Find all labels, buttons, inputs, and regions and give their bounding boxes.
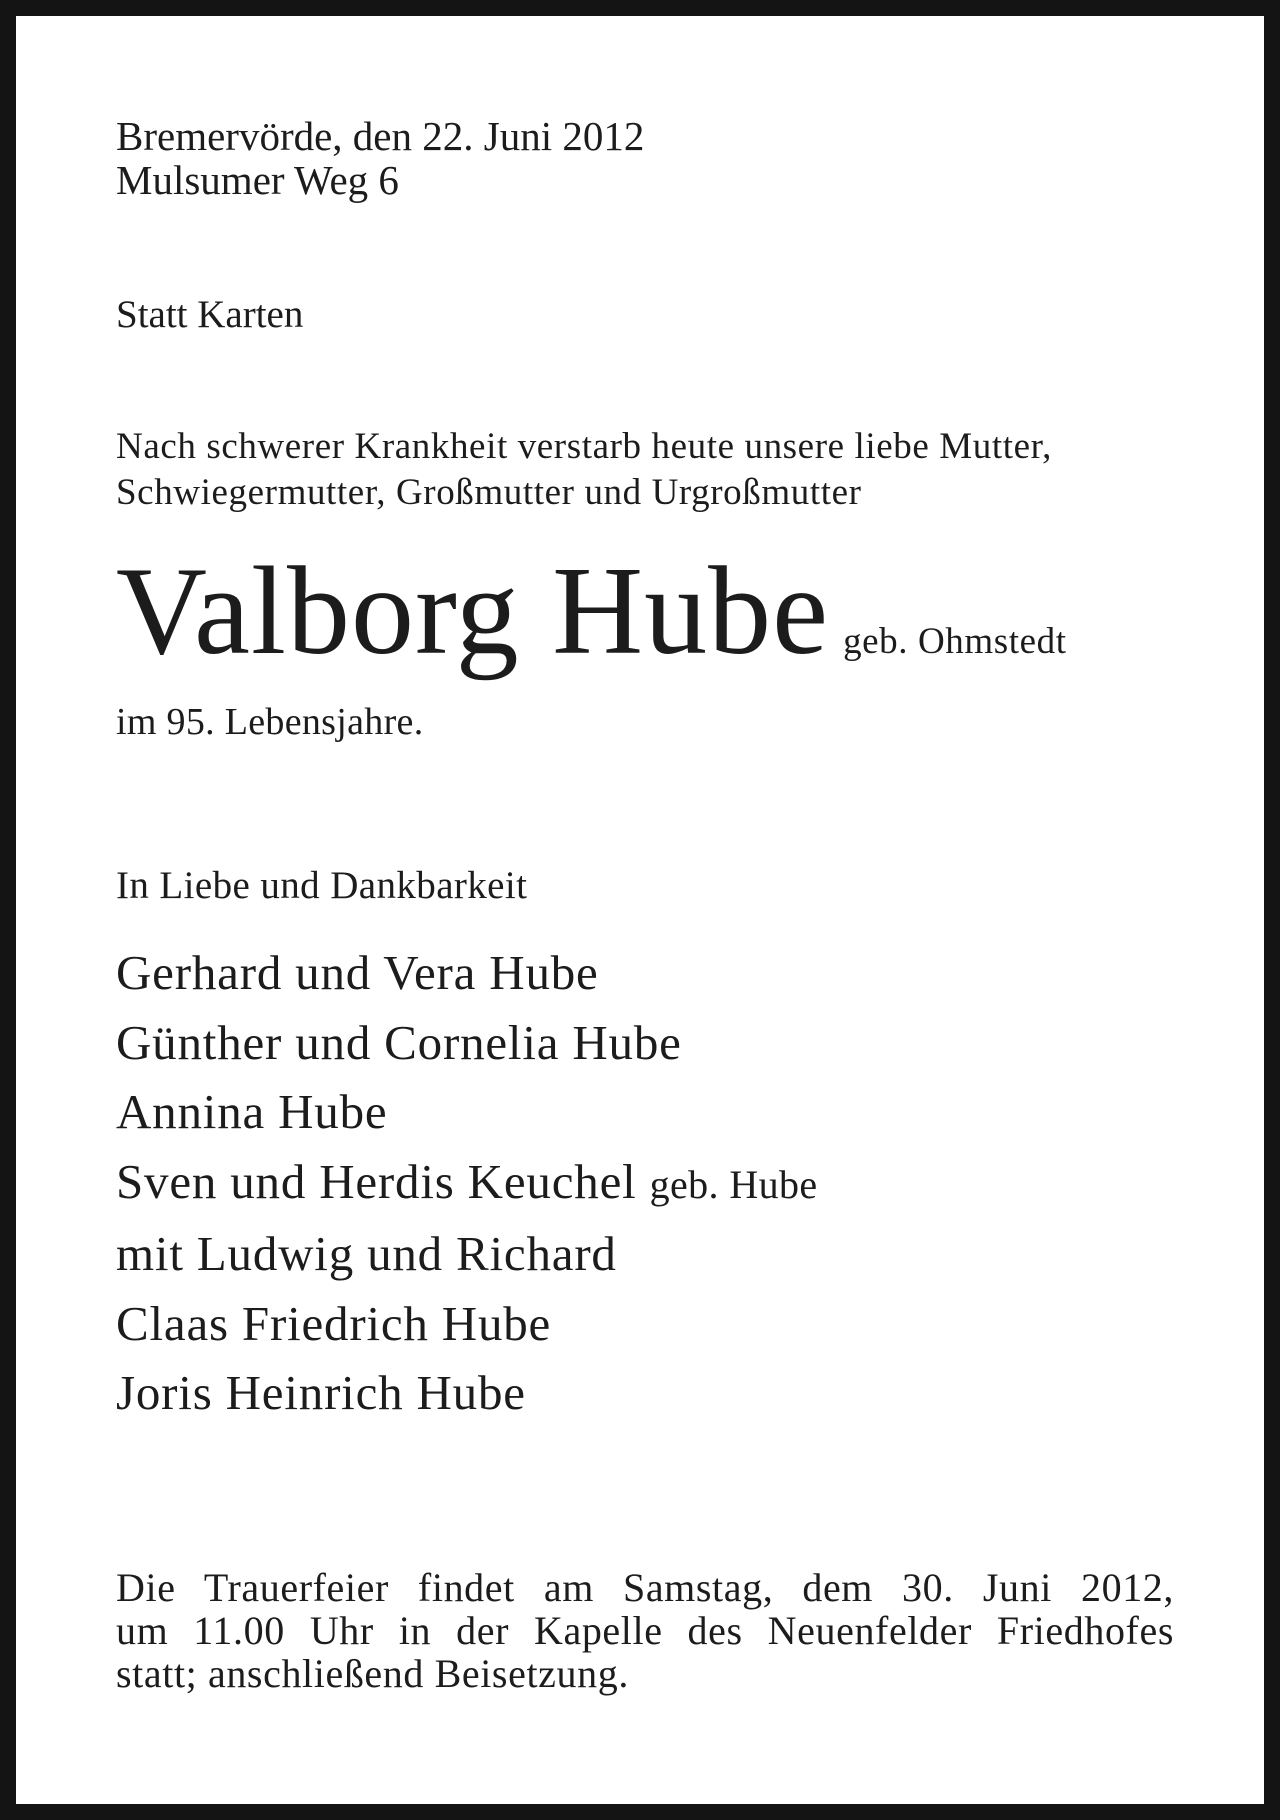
family-list	[116, 938, 1174, 1428]
place-date: Bremervörde, den 22. Juni 2012	[116, 113, 645, 159]
deceased-name-row	[116, 542, 1174, 682]
intro-text	[116, 424, 1174, 516]
family-line: Joris Heinrich Hube	[116, 1365, 526, 1420]
family-line	[116, 1147, 1174, 1220]
family-line-main: Sven und Herdis Keuchel	[116, 1153, 637, 1209]
funeral-info	[116, 1566, 1174, 1695]
maiden-name: geb. Ohmstedt	[843, 621, 1067, 662]
family-line: mit Ludwig und Richard	[116, 1226, 617, 1281]
gratitude-line: In Liebe und Dankbarkeit	[116, 864, 528, 907]
family-line: Annina Hube	[116, 1084, 388, 1139]
family-line: Claas Friedrich Hube	[116, 1295, 552, 1351]
family-line: Gerhard und Vera Hube	[116, 945, 599, 1000]
funeral-line-2: um 11.00 Uhr in der Kapelle des Neuenfelder Friedhofes	[116, 1608, 1174, 1653]
age-line: im 95. Lebensjahre.	[116, 701, 424, 743]
intro-line-1: Nach schwerer Krankheit verstarb heute unsere liebe Mutter,	[116, 426, 1052, 467]
intro-line-2: Schwiegermutter, Großmutter und Urgroßmutter	[116, 472, 862, 513]
statt-karten-label: Statt Karten	[116, 293, 304, 336]
funeral-line-1: Die Trauerfeier findet am Samstag, dem 30. Juni 2012,	[116, 1565, 1174, 1610]
family-line-maiden: geb. Hube	[649, 1161, 818, 1207]
funeral-line-3: statt; anschließend Beisetzung.	[116, 1651, 629, 1696]
family-line: Günther und Cornelia Hube	[116, 1014, 682, 1070]
header-block	[116, 114, 1174, 202]
deceased-name: Valborg Hube	[116, 542, 830, 681]
address: Mulsumer Weg 6	[116, 157, 399, 203]
